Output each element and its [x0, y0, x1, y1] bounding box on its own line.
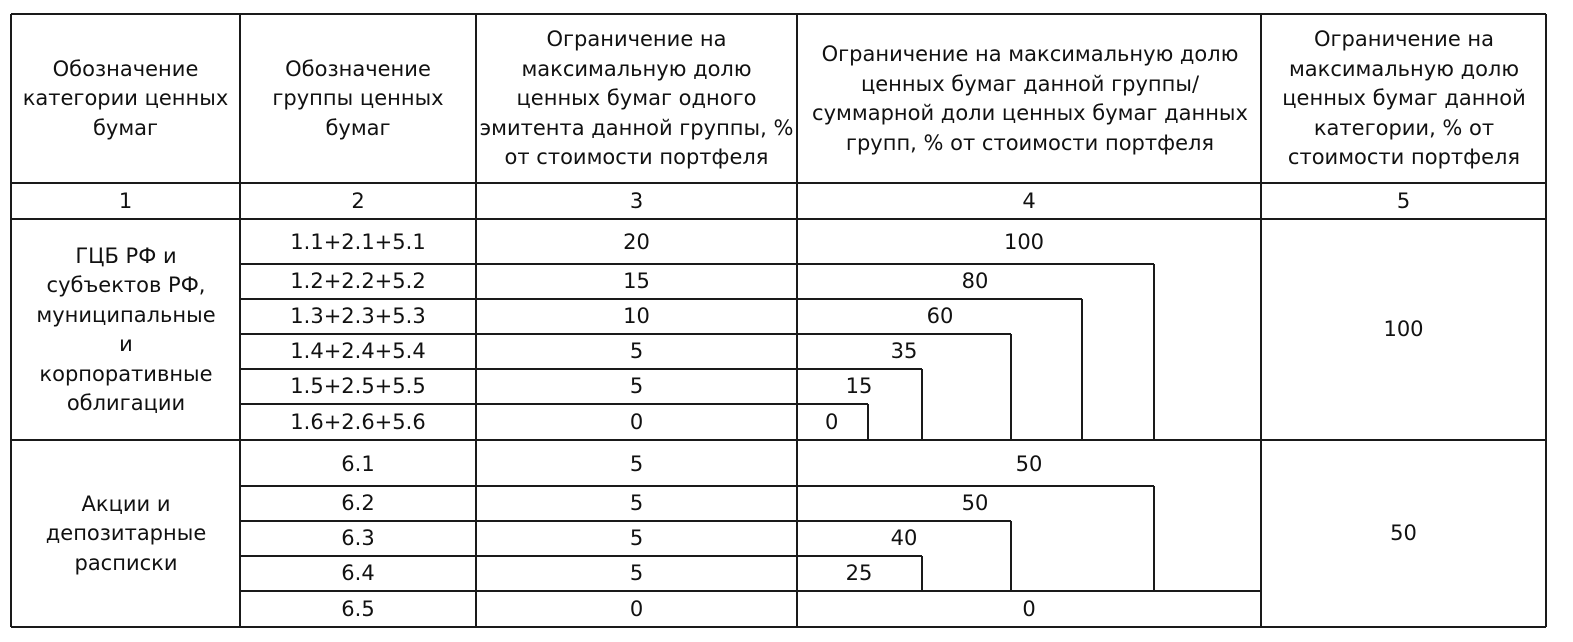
group-limit: 80 — [961, 269, 989, 294]
group-code: 6.3 — [341, 526, 375, 551]
group-limit: 0 — [1022, 596, 1036, 621]
column-number: 3 — [629, 188, 644, 213]
issuer-limit: 5 — [629, 339, 644, 364]
group-code: 6.5 — [341, 596, 375, 621]
header-category-limit: Ограничение на максимальную долю ценных бумаг данной категории, % от стоимости портфеля — [1282, 27, 1526, 170]
group-limit: 100 — [1003, 230, 1045, 255]
category-name: ГЦБ РФ и субъектов РФ, муниципальные и корпоративные облигации — [36, 243, 216, 415]
column-number: 5 — [1396, 188, 1411, 213]
header-issuer-limit: Ограничение на максимальную долю ценных бумаг одного эмитента данной группы, % от стоимости портфеля — [479, 27, 794, 170]
issuer-limit: 5 — [629, 491, 644, 516]
group-limit: 40 — [890, 526, 918, 551]
group-code: 6.1 — [341, 452, 375, 477]
group-limit: 35 — [890, 339, 918, 364]
group-code: 1.1+2.1+5.1 — [290, 230, 426, 255]
column-number: 2 — [351, 188, 365, 213]
issuer-limit: 10 — [623, 304, 650, 329]
header-group: Обозначение группы ценных бумаг — [272, 56, 444, 140]
category-limit: 50 — [1390, 520, 1417, 545]
group-code: 1.6+2.6+5.6 — [290, 409, 426, 434]
issuer-limit: 5 — [629, 452, 644, 477]
group-limit: 25 — [845, 561, 873, 586]
issuer-limit: 5 — [629, 374, 644, 399]
issuer-limit: 15 — [623, 269, 650, 294]
issuer-limit: 0 — [629, 596, 644, 621]
group-limit: 15 — [845, 374, 873, 399]
group-code: 1.2+2.2+5.2 — [290, 269, 426, 294]
column-number: 1 — [118, 188, 133, 213]
issuer-limit: 5 — [629, 561, 644, 586]
group-code: 1.5+2.5+5.5 — [290, 374, 426, 399]
category-name: Акции и депозитарные расписки — [45, 491, 207, 575]
group-limit: 50 — [961, 491, 989, 516]
group-limit: 60 — [926, 304, 954, 329]
group-limit: 50 — [1015, 452, 1043, 477]
group-limit: 0 — [825, 409, 839, 434]
issuer-limit: 5 — [629, 526, 644, 551]
group-code: 1.3+2.3+5.3 — [290, 304, 426, 329]
group-code: 6.4 — [341, 561, 375, 586]
header-category: Обозначение категории ценных бумаг — [22, 56, 229, 140]
issuer-limit: 20 — [623, 230, 650, 255]
category-limit: 100 — [1383, 316, 1424, 341]
column-number: 4 — [1022, 188, 1036, 213]
group-code: 6.2 — [341, 491, 375, 516]
header-group-limit: Ограничение на максимальную долю ценных бумаг данной группы/суммарной доли ценных бумаг данных групп, % от стоимости портфеля — [812, 42, 1248, 155]
issuer-limit: 0 — [629, 409, 644, 434]
group-code: 1.4+2.4+5.4 — [290, 339, 426, 364]
